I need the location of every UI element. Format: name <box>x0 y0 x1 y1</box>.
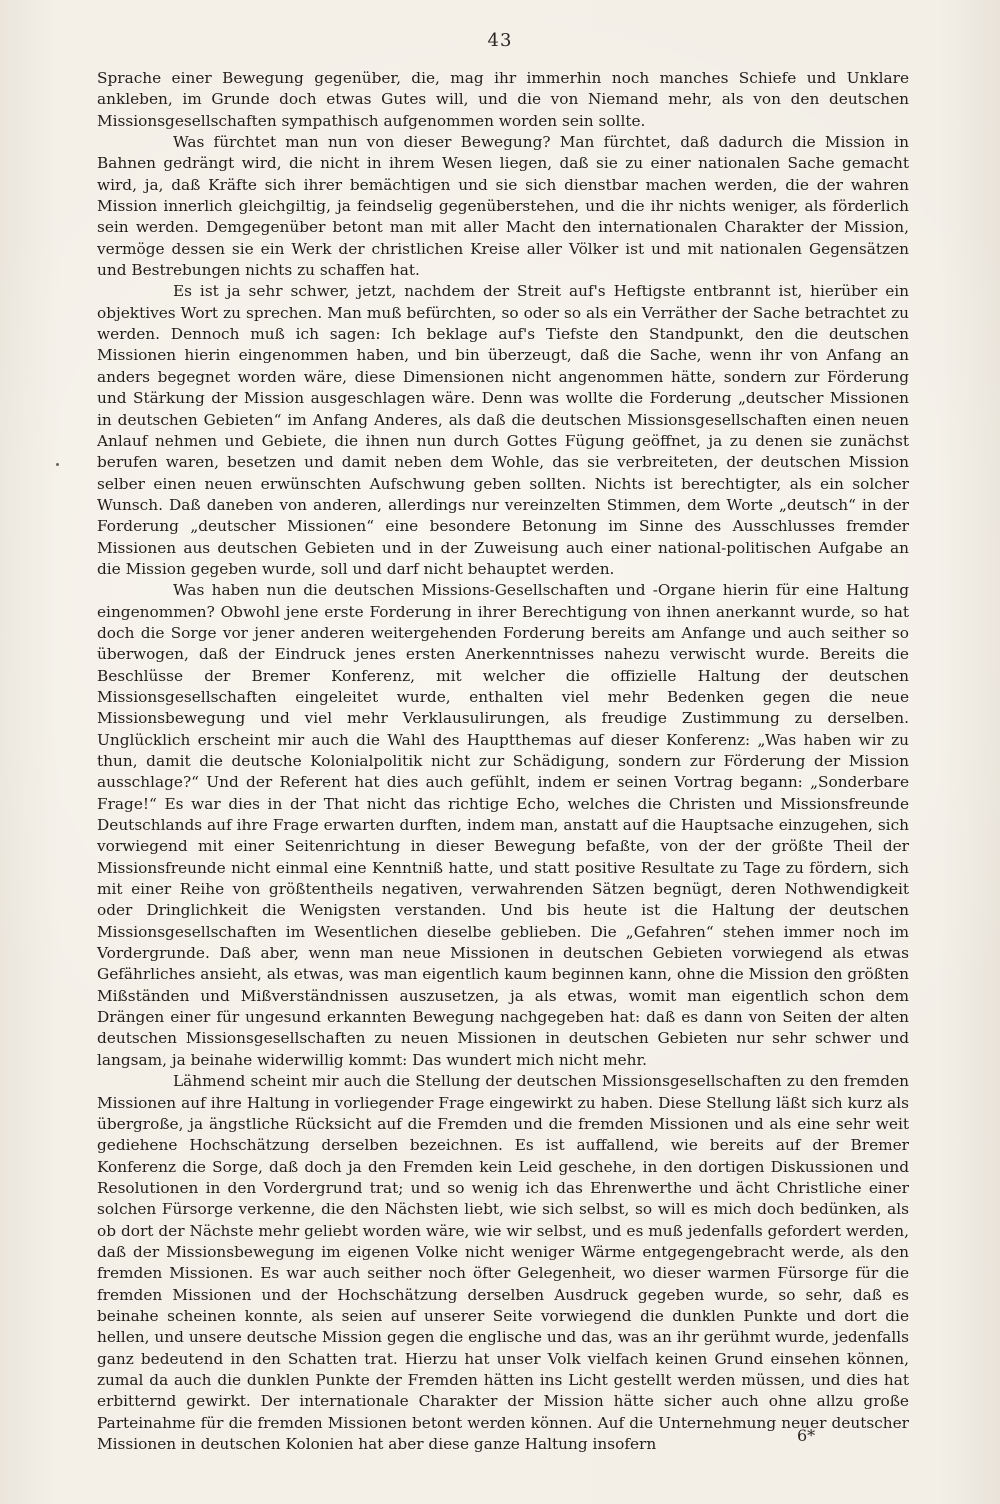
paragraph-3: Es ist ja sehr schwer, jetzt, nachdem der Streit auf's Heftigste entbrannt ist, hierüber ein objektives Wort zu sprechen. Man muß befürchten, so oder so als ein Verräther der Sache betrachtet zu werden. Dennoch muß ich sagen: Ich beklage auf's Tiefste den Standpunkt, den die deutschen Missionen hierin eingenommen haben, und bin überzeugt, daß die Sache, wenn ihr von Anfang an anders begegnet worden wäre, diese Dimensionen nicht angenommen hätte, sondern zur Förderung und Stärkung der Mission ausgeschlagen wäre. Denn was wollte die Forderung „deutscher Missionen in deutschen Gebieten“ im Anfang Anderes, als daß die deutschen Missionsgesellschaften einen neuen Anlauf nehmen und Gebiete, die ihnen nun durch Gottes Fügung geöffnet, ja zu denen sie zunächst berufen waren, besetzen und damit neben dem Wohle, das sie verbreiteten, der deutschen Mission selber einen neuen erwünschten Aufschwung geben sollten. Nichts ist berechtigter, als ein solcher Wunsch. Daß daneben von anderen, allerdings nur vereinzelten Stimmen, dem Worte „deutsch“ in der Forderung „deutscher Missionen“ eine besondere Betonung im Sinne des Ausschlusses fremder Missionen aus deutschen Gebieten und in der Zuweisung auch einer national-politischen Aufgabe an die Mission gegeben wurde, soll und darf nicht behauptet werden. <box>97 282 909 578</box>
page-number: 43 <box>487 30 513 51</box>
body-text <box>97 68 909 1455</box>
paragraph-1: Sprache einer Bewegung gegenüber, die, mag ihr immerhin noch manches Schiefe und Unklare ankleben, im Grunde doch etwas Gutes will, und die von Niemand mehr, als von den deutschen Missionsgesellschaften sympathisch aufgenommen worden sein sollte. <box>97 69 909 130</box>
paper-speck <box>56 463 59 466</box>
paragraph-5: Lähmend scheint mir auch die Stellung der deutschen Missionsgesellschaften zu den fremden Missionen auf ihre Haltung in vorliegender Frage eingewirkt zu haben. Diese Stellung läßt sich kurz als übergroße, ja ängstliche Rücksicht auf die Fremden und die fremden Missionen und als eine sehr weit gediehene Hochschätzung derselben bezeichnen. Es ist auffallend, wie bereits auf der Bremer Konferenz die Sorge, daß doch ja den Fremden kein Leid geschehe, in den dortigen Diskussionen und Resolutionen in den Vordergrund trat; und so wenig ich das Ehrenwerthe und ächt Christliche einer solchen Fürsorge verkenne, die den Nächsten liebt, wie sich selbst, so will es mich doch bedünken, als ob dort der Nächste mehr geliebt worden wäre, wie wir selbst, und es muß jedenfalls gefordert werden, daß der Missionsbewegung im eigenen Volke nicht weniger Wärme entgegengebracht werde, als den fremden Missionen. Es war auch seither noch öfter Gelegenheit, wo dieser warmen Fürsorge für die fremden Missionen und der Hochschätzung derselben Ausdruck gegeben wurde, so sehr, daß es beinahe scheinen konnte, als seien auf unserer Seite vorwiegend die dunklen Punkte und dort die hellen, und unsere deutsche Mission gegen die englische und das, was an ihr gerühmt wurde, jedenfalls ganz bedeutend in den Schatten trat. Hierzu hat unser Volk vielfach keinen Grund einsehen können, zumal da auch die dunklen Punkte der Fremden hätten ins Licht gestellt werden müssen, und dies hat erbitternd gewirkt. Der internationale Charakter der Mission hätte sicher auch ohne allzu große Parteinahme für die fremden Missionen betont werden können. Auf die Unternehmung neuer deutscher Missionen in deutschen Kolonien hat aber diese ganze Haltung insofern <box>97 1072 909 1453</box>
printer-signature-mark: 6* <box>797 1426 816 1445</box>
paragraph-2: Was fürchtet man nun von dieser Bewegung? Man fürchtet, daß dadurch die Mission in Bahnen gedrängt wird, die nicht in ihrem Wesen liegen, daß sie zu einer nationalen Sache gemacht wird, ja, daß Kräfte sich ihrer bemächtigen und sie sich dienstbar machen werden, die der wahren Mission innerlich gleichgiltig, ja feindselig gegenüberstehen, und die ihr nichts weniger, als förderlich sein werden. Demgegenüber betont man mit aller Macht den internationalen Charakter der Mission, vermöge dessen sie ein Werk der christlichen Kreise aller Völker ist und mit nationalen Gegensätzen und Bestrebungen nichts zu schaffen hat. <box>97 133 909 280</box>
paragraph-4: Was haben nun die deutschen Missions-Gesellschaften und -Organe hierin für eine Haltung eingenommen? Obwohl jene erste Forderung in ihrer Berechtigung von ihnen anerkannt wurde, so hat doch die Sorge vor jener anderen weitergehenden Forderung bereits am Anfange und auch seither so überwogen, daß der Eindruck jenes ersten Anerkenntnisses nahezu verwischt wurde. Bereits die Beschlüsse der Bremer Konferenz, mit welcher die offizielle Haltung der deutschen Missionsgesellschaften eingeleitet wurde, enthalten viel mehr Bedenken gegen die neue Missionsbewegung und viel mehr Verklausulirungen, als freudige Zustimmung zu derselben. Unglücklich erscheint mir auch die Wahl des Hauptthemas auf dieser Konferenz: „Was haben wir zu thun, damit die deutsche Kolonialpolitik nicht zur Schädigung, sondern zur Förderung der Mission ausschlage?“ Und der Referent hat dies auch gefühlt, indem er seinen Vortrag begann: „Sonderbare Frage!“ Es war dies in der That nicht das richtige Echo, welches die Christen und Missionsfreunde Deutschlands auf ihre Frage erwarten durften, indem man, anstatt auf die Hauptsache einzugehen, sich vorwiegend mit einer Seitenrichtung in dieser Bewegung befaßte, von der der größte Theil der Missionsfreunde nicht einmal eine Kenntniß hatte, und statt positive Resultate zu Tage zu fördern, sich mit einer Reihe von größtentheils negativen, verwahrenden Sätzen begnügt, deren Nothwendigkeit oder Dringlichkeit die Wenigsten verstanden. Und bis heute ist die Haltung der deutschen Missionsgesellschaften im Wesentlichen dieselbe geblieben. Die „Gefahren“ stehen immer noch im Vordergrunde. Daß aber, wenn man neue Missionen in deutschen Gebieten vorwiegend als etwas Gefährliches ansieht, als etwas, was man eigentlich kaum beginnen kann, ohne die Mission den größten Mißständen und Mißverständnissen auszusetzen, ja als etwas, womit man eigentlich schon dem Drängen einer für ungesund erkannten Bewegung nachgegeben hat: daß es dann von Seiten der alten deutschen Missionsgesellschaften zu neuen Missionen in deutschen Gebieten nur sehr schwer und langsam, ja beinahe widerwillig kommt: Das wundert mich nicht mehr. <box>97 581 909 1069</box>
